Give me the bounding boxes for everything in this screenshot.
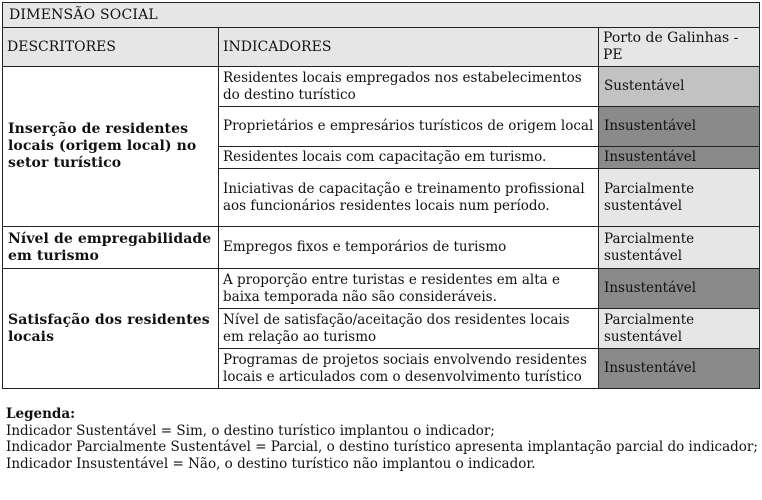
status-cell: Parcialmente sustentável bbox=[599, 169, 760, 227]
descritor-cell: Nível de empregabilidade em turismo bbox=[3, 227, 219, 269]
table-row bbox=[3, 67, 760, 107]
indicador-cell: Empregos fixos e temporários de turismo bbox=[219, 227, 599, 269]
indicador-cell: Residentes locais com capacitação em turismo. bbox=[219, 147, 599, 169]
indicador-cell: Residentes locais empregados nos estabelecimentos do destino turístico bbox=[219, 67, 599, 107]
table-row bbox=[3, 269, 760, 309]
indicador-cell: Nível de satisfação/aceitação dos residentes locais em relação ao turismo bbox=[219, 309, 599, 349]
legend-line: Indicador Parcialmente Sustentável = Parcial, o destino turístico apresenta implantação parcial do indicador; bbox=[6, 439, 758, 455]
status-cell: Parcialmente sustentável bbox=[599, 227, 760, 269]
status-cell: Insustentável bbox=[599, 269, 760, 309]
header-location: Porto de Galinhas - PE bbox=[599, 28, 760, 67]
legend-title: Legenda: bbox=[6, 406, 76, 422]
header-descritores: DESCRITORES bbox=[3, 28, 219, 67]
header-indicadores: INDICADORES bbox=[219, 28, 599, 67]
legend bbox=[6, 406, 758, 472]
legend-line: Indicador Insustentável = Não, o destino turístico não implantou o indicador. bbox=[6, 455, 536, 472]
indicador-cell: A proporção entre turistas e residentes em alta e baixa temporada não são consideráveis. bbox=[219, 269, 599, 309]
section-title-row bbox=[3, 3, 760, 28]
document bbox=[2, 2, 759, 498]
indicador-cell: Iniciativas de capacitação e treinamento profissional aos funcionários residentes locais num período. bbox=[219, 169, 599, 227]
header-row bbox=[3, 28, 760, 67]
descritor-cell: Satisfação dos residentes locais bbox=[3, 269, 219, 389]
indicator-table bbox=[2, 2, 760, 389]
section-title: DIMENSÃO SOCIAL bbox=[3, 3, 760, 28]
descritor-cell: Inserção de residentes locais (origem local) no setor turístico bbox=[3, 67, 219, 227]
legend-line: Indicador Sustentável = Sim, o destino turístico implantou o indicador; bbox=[6, 422, 495, 439]
status-cell: Parcialmente sustentável bbox=[599, 309, 760, 349]
status-cell: Sustentável bbox=[599, 67, 760, 107]
status-cell: Insustentável bbox=[599, 349, 760, 389]
status-cell: Insustentável bbox=[599, 107, 760, 147]
status-cell: Insustentável bbox=[599, 147, 760, 169]
table-row bbox=[3, 227, 760, 269]
indicador-cell: Programas de projetos sociais envolvendo residentes locais e articulados com o desenvolvimento turístico bbox=[219, 349, 599, 389]
indicador-cell: Proprietários e empresários turísticos de origem local bbox=[219, 107, 599, 147]
